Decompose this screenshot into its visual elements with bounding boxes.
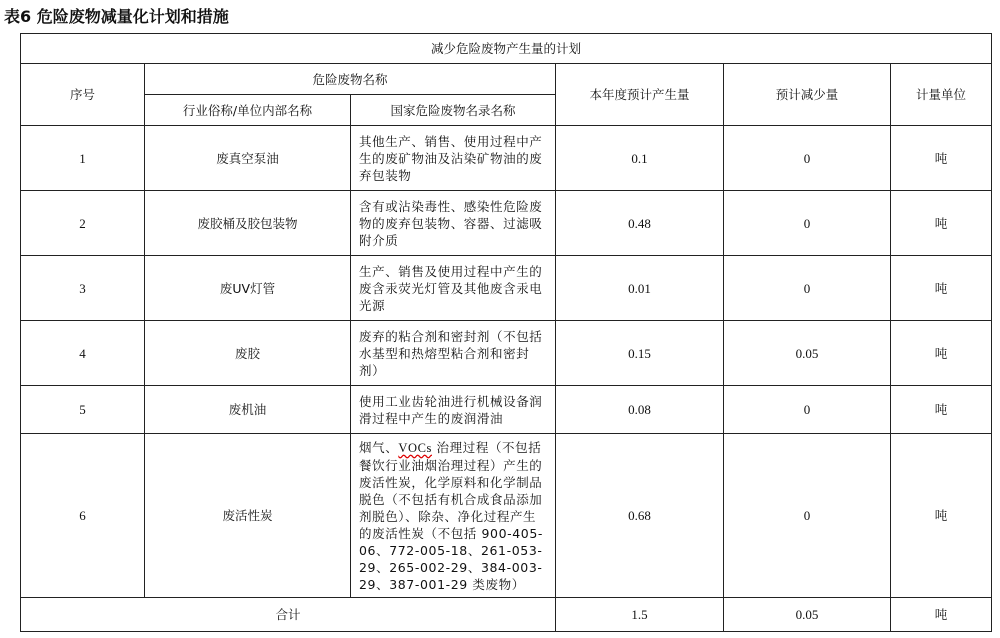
table-caption-row (21, 34, 992, 64)
cell-annual-estimate: 0.08 (556, 386, 724, 434)
cell-unit: 吨 (891, 386, 992, 434)
cell-unit: 吨 (891, 191, 992, 256)
cell-national-name: 含有或沾染毒性、感染性危险废物的废弃包装物、容器、过滤吸附介质 (351, 191, 556, 256)
cell-expected-reduction: 0.05 (724, 321, 891, 386)
cell-expected-reduction: 0 (724, 126, 891, 191)
total-label: 合计 (21, 598, 556, 632)
total-expected-reduction: 0.05 (724, 598, 891, 632)
header-row-1 (21, 64, 992, 95)
table-row (21, 191, 992, 256)
page-title: 表6 危险废物减量化计划和措施 (4, 7, 229, 26)
national-name-text: 治理过程（不包括餐饮行业油烟治理过程）产生的废活性炭，化学原料和化学制品脱色（不包括有机合成食品添加剂脱色）、除杂、净化过程产生的废活性炭（不包括 900-405-06、772-005-18、261-053-29、265-002-29、384-003-29、387-001-29 类废物） (359, 439, 544, 592)
header-industry-name: 行业俗称/单位内部名称 (145, 95, 351, 126)
cell-annual-estimate: 0.68 (556, 434, 724, 598)
cell-national-name: 废弃的粘合剂和密封剂（不包括水基型和热熔型粘合剂和密封剂） (351, 321, 556, 386)
cell-annual-estimate: 0.48 (556, 191, 724, 256)
cell-seq: 3 (21, 256, 145, 321)
header-expected-reduction: 预计减少量 (724, 64, 891, 126)
table-row (21, 386, 992, 434)
hazardous-waste-table (20, 33, 992, 632)
cell-seq: 4 (21, 321, 145, 386)
cell-unit: 吨 (891, 126, 992, 191)
cell-national-name (351, 434, 556, 598)
cell-industry-name: 废胶桶及胶包装物 (145, 191, 351, 256)
cell-seq: 5 (21, 386, 145, 434)
header-national-name: 国家危险废物名录名称 (351, 95, 556, 126)
cell-industry-name: 废胶 (145, 321, 351, 386)
vocs-term: VOCs (398, 440, 432, 455)
cell-national-name: 其他生产、销售、使用过程中产生的废矿物油及沾染矿物油的废弃包装物 (351, 126, 556, 191)
total-row (21, 598, 992, 632)
cell-expected-reduction: 0 (724, 386, 891, 434)
cell-expected-reduction: 0 (724, 256, 891, 321)
cell-industry-name: 废活性炭 (145, 434, 351, 598)
cell-unit: 吨 (891, 434, 992, 598)
cell-expected-reduction: 0 (724, 434, 891, 598)
table-caption: 减少危险废物产生量的计划 (21, 34, 992, 64)
cell-annual-estimate: 0.15 (556, 321, 724, 386)
header-annual-estimate: 本年度预计产生量 (556, 64, 724, 126)
cell-industry-name: 废机油 (145, 386, 351, 434)
total-annual-estimate: 1.5 (556, 598, 724, 632)
header-unit: 计量单位 (891, 64, 992, 126)
header-waste-name-group: 危险废物名称 (145, 64, 556, 95)
cell-expected-reduction: 0 (724, 191, 891, 256)
cell-national-name: 使用工业齿轮油进行机械设备润滑过程中产生的废润滑油 (351, 386, 556, 434)
header-seq: 序号 (21, 64, 145, 126)
cell-unit: 吨 (891, 256, 992, 321)
table-row (21, 126, 992, 191)
cell-seq: 6 (21, 434, 145, 598)
cell-annual-estimate: 0.01 (556, 256, 724, 321)
table-row (21, 434, 992, 598)
cell-national-name: 生产、销售及使用过程中产生的废含汞荧光灯管及其他废含汞电光源 (351, 256, 556, 321)
cell-industry-name: 废UV灯管 (145, 256, 351, 321)
cell-unit: 吨 (891, 321, 992, 386)
table-row (21, 321, 992, 386)
table-row (21, 256, 992, 321)
national-name-prefix: 烟气、 (359, 439, 399, 455)
cell-annual-estimate: 0.1 (556, 126, 724, 191)
cell-seq: 1 (21, 126, 145, 191)
total-unit: 吨 (891, 598, 992, 632)
cell-industry-name: 废真空泵油 (145, 126, 351, 191)
cell-seq: 2 (21, 191, 145, 256)
